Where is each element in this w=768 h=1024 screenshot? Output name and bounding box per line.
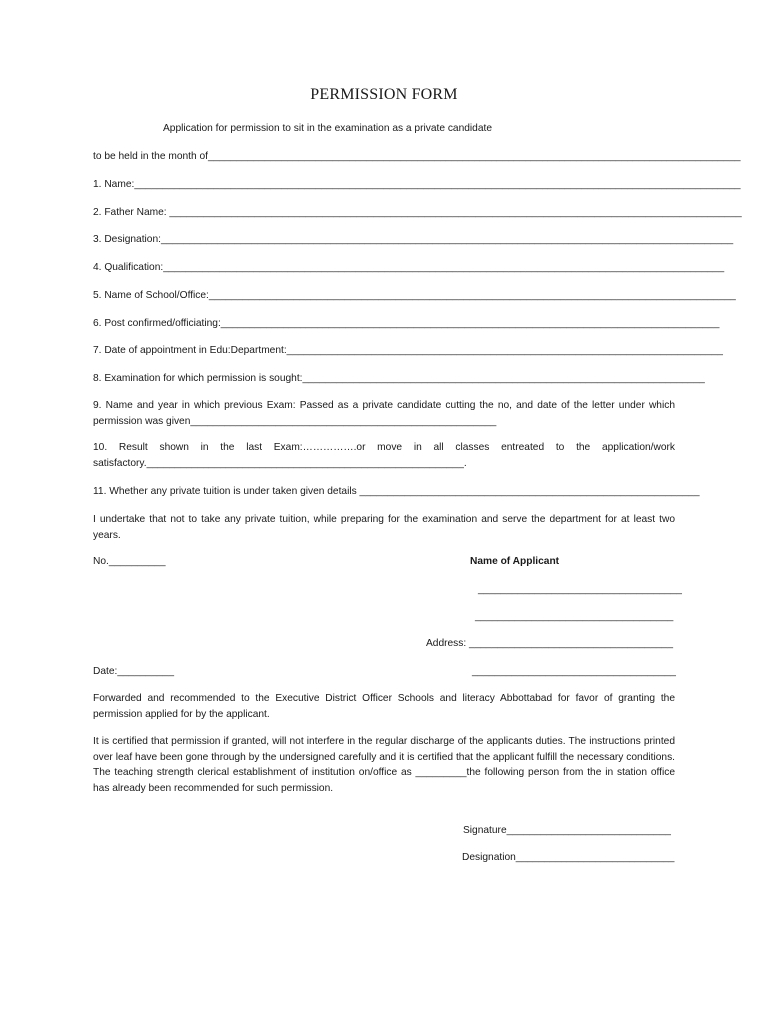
last-exam-result-field: 10. Result shown in the last Exam:…………….or move in all classes entreated to the application/work satisfactory.________________________________________________________. bbox=[93, 442, 675, 469]
form-subtitle: Application for permission to sit in the examination as a private candidate bbox=[163, 123, 493, 134]
applicant-name-heading: Name of Applicant bbox=[470, 556, 560, 567]
address-extra-line: ____________________________________ bbox=[472, 666, 676, 677]
qualification-field: 4. Qualification:___________________________________________________________________________________________________ bbox=[93, 262, 725, 273]
father-name-field: 2. Father Name: _____________________________________________________________________________________________________ bbox=[93, 207, 742, 218]
certification-text: It is certified that permission if granted, will not interfere in the regular discharge of the applicants duties. The instructions printed over leaf have been gone through by the undersigned carefully and it is certified that the applicant fulfill the necessary conditions. The teaching strength clerical establishment of institution on/office as _________the following person from the in station office has already been recommended for such permission. bbox=[93, 736, 675, 794]
date-field: Date:__________ bbox=[93, 666, 175, 677]
designation-signature-field: Designation____________________________ bbox=[462, 852, 675, 863]
name-field: 1. Name:___________________________________________________________________________________________________________ bbox=[93, 179, 741, 190]
private-tuition-field: 11. Whether any private tuition is under taken given details ____________________________________________________________ bbox=[93, 486, 700, 497]
form-title: PERMISSION FORM bbox=[310, 86, 458, 103]
previous-exam-field: 9. Name and year in which previous Exam: Passed as a private candidate cutting the no, and date of the letter under which permission was given______________________________________________________ bbox=[93, 400, 675, 427]
number-field: No.__________ bbox=[93, 556, 166, 567]
appointment-date-field: 7. Date of appointment in Edu:Department:_____________________________________________________________________________ bbox=[93, 345, 723, 356]
school-office-field: 5. Name of School/Office:_____________________________________________________________________________________________ bbox=[93, 290, 736, 301]
designation-field: 3. Designation:_____________________________________________________________________________________________________ bbox=[93, 234, 734, 245]
month-field: to be held in the month of______________________________________________________________________________________________ bbox=[93, 151, 741, 162]
applicant-extra-line: ___________________________________ bbox=[475, 611, 674, 622]
applicant-signature-line: ____________________________________ bbox=[478, 584, 682, 595]
signature-field: Signature_____________________________ bbox=[463, 825, 671, 836]
examination-field: 8. Examination for which permission is sought:_______________________________________________________________________ bbox=[93, 373, 705, 384]
post-field: 6. Post confirmed/officiating:________________________________________________________________________________________ bbox=[93, 318, 720, 329]
forwarded-text: Forwarded and recommended to the Executive District Officer Schools and literacy Abbottabad for favor of granting the permission applied for by the applicant. bbox=[93, 693, 675, 720]
undertaking-text: I undertake that not to take any private tuition, while preparing for the examination and serve the department for at least two years. bbox=[93, 514, 675, 541]
address-field: Address: ____________________________________ bbox=[426, 638, 674, 649]
